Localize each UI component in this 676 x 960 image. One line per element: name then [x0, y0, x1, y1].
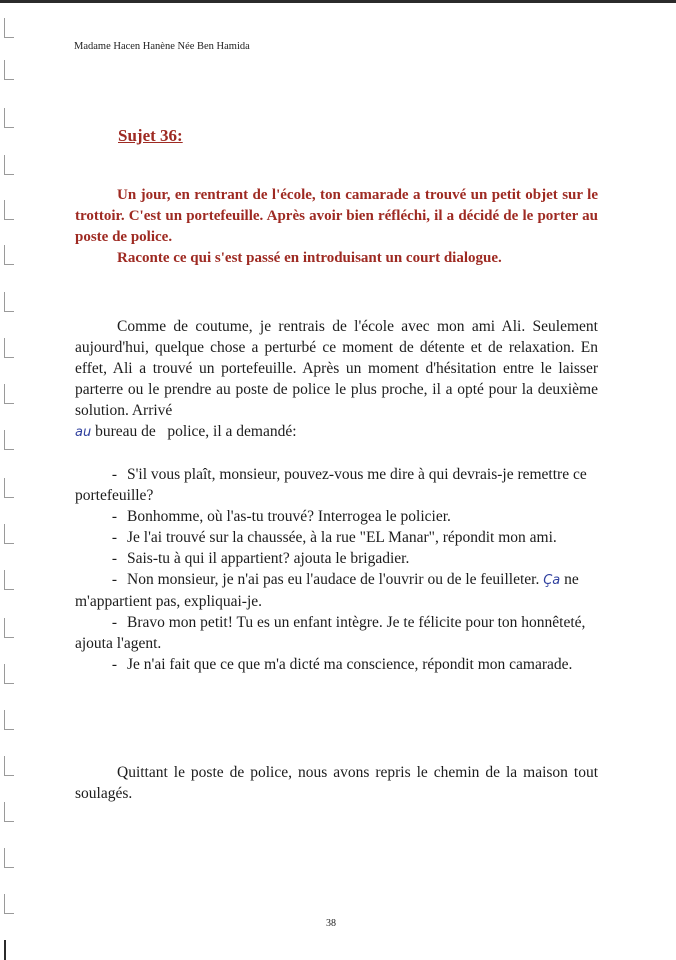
dialogue-dash: -	[111, 571, 117, 588]
handwritten-correction-au: au	[75, 425, 92, 440]
binding-mark	[4, 570, 14, 590]
intro-text	[75, 316, 598, 443]
dialogue-line	[75, 612, 598, 654]
dialogue-text: S'il vous plaît, monsieur, pouvez-vous me dire à qui devrais-je remettre ce portefeuille?	[75, 466, 587, 504]
intro-text-before: Comme de coutume, je rentrais de l'école avec mon ami Ali. Seulement aujourd'hui, quelque chose a perturbé ce moment de détente et de relaxation. En effet, Ali a trouvé un portefeuille. Après un moment d'hésitation entre le laisser parterre ou le prendre au poste de police le plus proche, il a opté pour la deuxième solution. Arrivé	[75, 318, 598, 419]
binding-mark	[4, 292, 14, 312]
dialogue-dash: -	[111, 550, 117, 567]
dialogue-text: Non monsieur, je n'ai pas eu l'audace de l'ouvrir ou de le feuilleter.	[127, 571, 540, 588]
dialogue-line	[75, 569, 598, 612]
top-edge-line	[0, 0, 676, 3]
intro-text-after: police, il a demandé:	[167, 423, 297, 440]
binding-mark	[4, 756, 14, 776]
binding-mark	[4, 200, 14, 220]
dialogue-section	[75, 464, 598, 675]
binding-mark	[4, 155, 14, 175]
dialogue-dash: -	[111, 508, 117, 525]
subject-prompt	[75, 185, 598, 269]
dialogue-dash: -	[111, 529, 117, 546]
dialogue-line	[75, 548, 598, 569]
prompt-instruction: Raconte ce qui s'est passé en introduisant un court dialogue.	[117, 250, 502, 266]
binding-mark	[4, 618, 14, 638]
dialogue-dash: -	[111, 466, 117, 483]
binding-mark	[4, 338, 14, 358]
binding-mark	[4, 108, 14, 128]
dialogue-line	[75, 506, 598, 527]
binding-mark	[4, 710, 14, 730]
binding-mark	[4, 848, 14, 868]
binding-mark	[4, 18, 14, 38]
prompt-paragraph: Un jour, en rentrant de l'école, ton camarade a trouvé un petit objet sur le trottoir. C'est un portefeuille. Après avoir bien réfléchi, il a décidé de le porter au poste de police.	[75, 187, 598, 245]
dialogue-dash: -	[111, 656, 117, 673]
binding-mark	[4, 478, 14, 498]
dialogue-text: Bonhomme, où l'as-tu trouvé? Interrogea le policier.	[127, 508, 451, 525]
bottom-edge-mark	[4, 940, 6, 960]
binding-mark	[4, 524, 14, 544]
dialogue-text: Bravo mon petit! Tu es un enfant intègre. Je te félicite pour ton honnêteté, ajouta l'agent.	[75, 614, 586, 652]
binding-mark	[4, 430, 14, 450]
dialogue-text: Sais-tu à qui il appartient? ajouta le brigadier.	[127, 550, 410, 567]
page-number: 38	[326, 918, 336, 929]
subject-title: Sujet 36:	[118, 126, 183, 145]
dialogue-dash: -	[111, 614, 117, 631]
handwritten-correction-ca: Ça	[543, 573, 561, 588]
dialogue-line	[75, 654, 598, 675]
dialogue-text: Je n'ai fait que ce que m'a dicté ma conscience, répondit mon camarade.	[127, 656, 573, 673]
dialogue-line	[75, 527, 598, 548]
binding-mark	[4, 60, 14, 80]
conclusion-text: Quittant le poste de police, nous avons repris le chemin de la maison tout soulagés.	[75, 764, 598, 802]
dialogue-line	[75, 464, 598, 506]
dialogue-text: Je l'ai trouvé sur la chaussée, à la rue "EL Manar", répondit mon ami.	[127, 529, 557, 546]
binding-mark	[4, 664, 14, 684]
intro-paragraph	[75, 316, 598, 443]
intro-text-middle: bureau de	[95, 423, 156, 440]
binding-mark	[4, 894, 14, 914]
conclusion-paragraph	[75, 762, 598, 804]
binding-mark	[4, 384, 14, 404]
binding-marks	[4, 0, 16, 960]
dialogue-text: ne m'appartient pas, expliquai-je.	[75, 571, 579, 610]
binding-mark	[4, 802, 14, 822]
binding-mark	[4, 245, 14, 265]
page-header-author: Madame Hacen Hanène Née Ben Hamida	[74, 41, 250, 52]
